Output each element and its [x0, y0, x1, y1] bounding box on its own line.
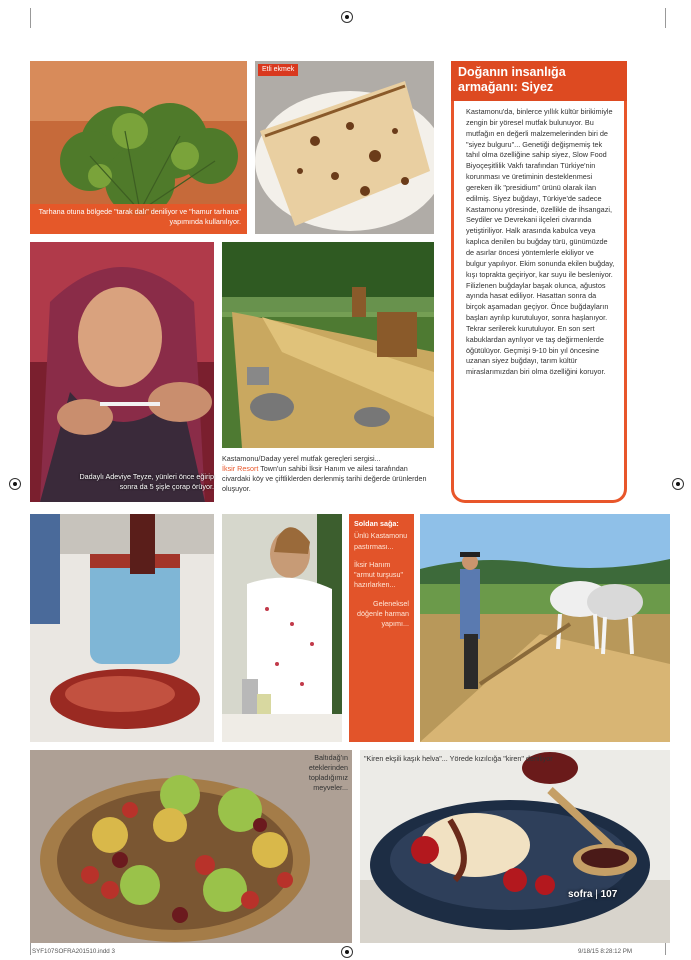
- registration-mark-bottom: [341, 946, 353, 958]
- tarhana-caption: Tarhana otuna bölgede "tarak dalı" deniliyor ve "hamur tarhana" yapımında kullanılıyor.: [30, 204, 247, 234]
- crop-mark: [665, 8, 666, 28]
- sidebar-title: Soldan sağa:: [354, 519, 399, 528]
- article-body-box: [451, 101, 627, 503]
- registration-mark-top: [341, 11, 353, 23]
- print-timestamp: 9/18/15 8:28:12 PM: [578, 948, 633, 955]
- magazine-name: sofra: [568, 889, 593, 900]
- pear-pickle-photo: [222, 514, 342, 742]
- registration-mark-left: [9, 478, 21, 490]
- sidebar-item: İksir Hanım "armut turşusu" hazırlarken...: [354, 559, 404, 590]
- registration-mark-right: [672, 478, 684, 490]
- exhibition-caption-line1: Kastamonu/Daday yerel mutfak gereçleri sergisi...: [222, 454, 381, 463]
- article-body: Kastamonu'da, binlerce yıllık kültür birikimiyle zengin bir yöresel mutfak bulunuyor. Bu mutfağın en değerli malzemelerinden biri de "siyez bulguru"... Genetiği değişmemiş tek tahıl olma özelliğine sahip siyez, Slow Food Biyoçeşitlilik Vakfı tarafından Türkiye'nin korunması ve üretiminin desteklenmesi gereken ilk "presidium" ürünü olarak ilan edilmiş. Siyez buğdayı, Türkiye'de sadece Kastamonu yöresinde, özellikle de İhsangazi, Seydiler ve Devrekani ilçeleri civarında yetiştiriliyor. Halk arasında kabulca veya kaplıca denilen bu buğday türü, günümüzde de asırlar öncesi yöntemlerle ekiliyor ve bulgur yapılıyor. Ekim sonunda ekilen buğday, kışı toprakta geçiriyor, kar suyu ile besleniyor. Filizlenen buğdaylar başak olunca, ağustos ayında hasat ediliyor. Hasattan sonra da birçok aşamadan geçiyor. Önce buğdayların başları ayrılıp kurutuluyor, sonra haşlanıyor. Tekrar serilerek kurutuluyor. En son sert kabuklardan ayrılıyor ve taş değirmenlerde öğütülüyor. Geçmişi 9-10 bin yıl öncesine uzanan siyez buğdayı, tarım kültür miraslarımızdan biri olma özelliğini koruyor.: [466, 107, 615, 377]
- article-title: Doğanın insanlığa armağanı: Siyez: [451, 61, 627, 101]
- kitchenware-exhibition-photo: [222, 242, 434, 448]
- sidebar-item: Geleneksel döğenle harman yapımı...: [357, 598, 409, 629]
- pastirma-photo: [30, 514, 214, 742]
- crop-mark: [30, 8, 31, 28]
- iksir-resort-highlight: İksir Resort: [222, 464, 259, 473]
- indd-file-label: SYF107SOFRA201510.indd 3: [32, 948, 115, 955]
- page-number-value: 107: [600, 889, 618, 900]
- adeviye-teyze-photo: [30, 242, 214, 502]
- kiren-helva-photo: [360, 750, 670, 943]
- etli-ekmek-tag: Etli ekmek: [258, 64, 298, 76]
- sidebar-item: Ünlü Kastamonu pastırması...: [354, 531, 408, 551]
- threshing-photo: [420, 514, 670, 742]
- etli-ekmek-photo: [255, 61, 434, 234]
- page-number: sofra | 107: [568, 889, 618, 900]
- adeviye-caption: Dadaylı Adeviye Teyze, yünleri önce eğirip sonra da 5 şişle çorap örüyor.: [79, 472, 214, 491]
- helva-caption: "Kiren ekşili kaşık helva"... Yörede kızılcığa "kiren" deniliyor: [364, 754, 553, 763]
- exhibition-caption: [222, 454, 434, 494]
- fruits-caption: Baltıdağ'ın eteklerinden topladığımız meyveler...: [308, 753, 348, 792]
- photo-credits-sidebar: [349, 514, 414, 742]
- exhibition-caption-rest: Town'un sahibi İksir Hanım ve ailesi tarafından civardaki köy ve çiftliklerden derlenmiş tarihi değerde ürünlerden oluşuyor.: [222, 464, 427, 493]
